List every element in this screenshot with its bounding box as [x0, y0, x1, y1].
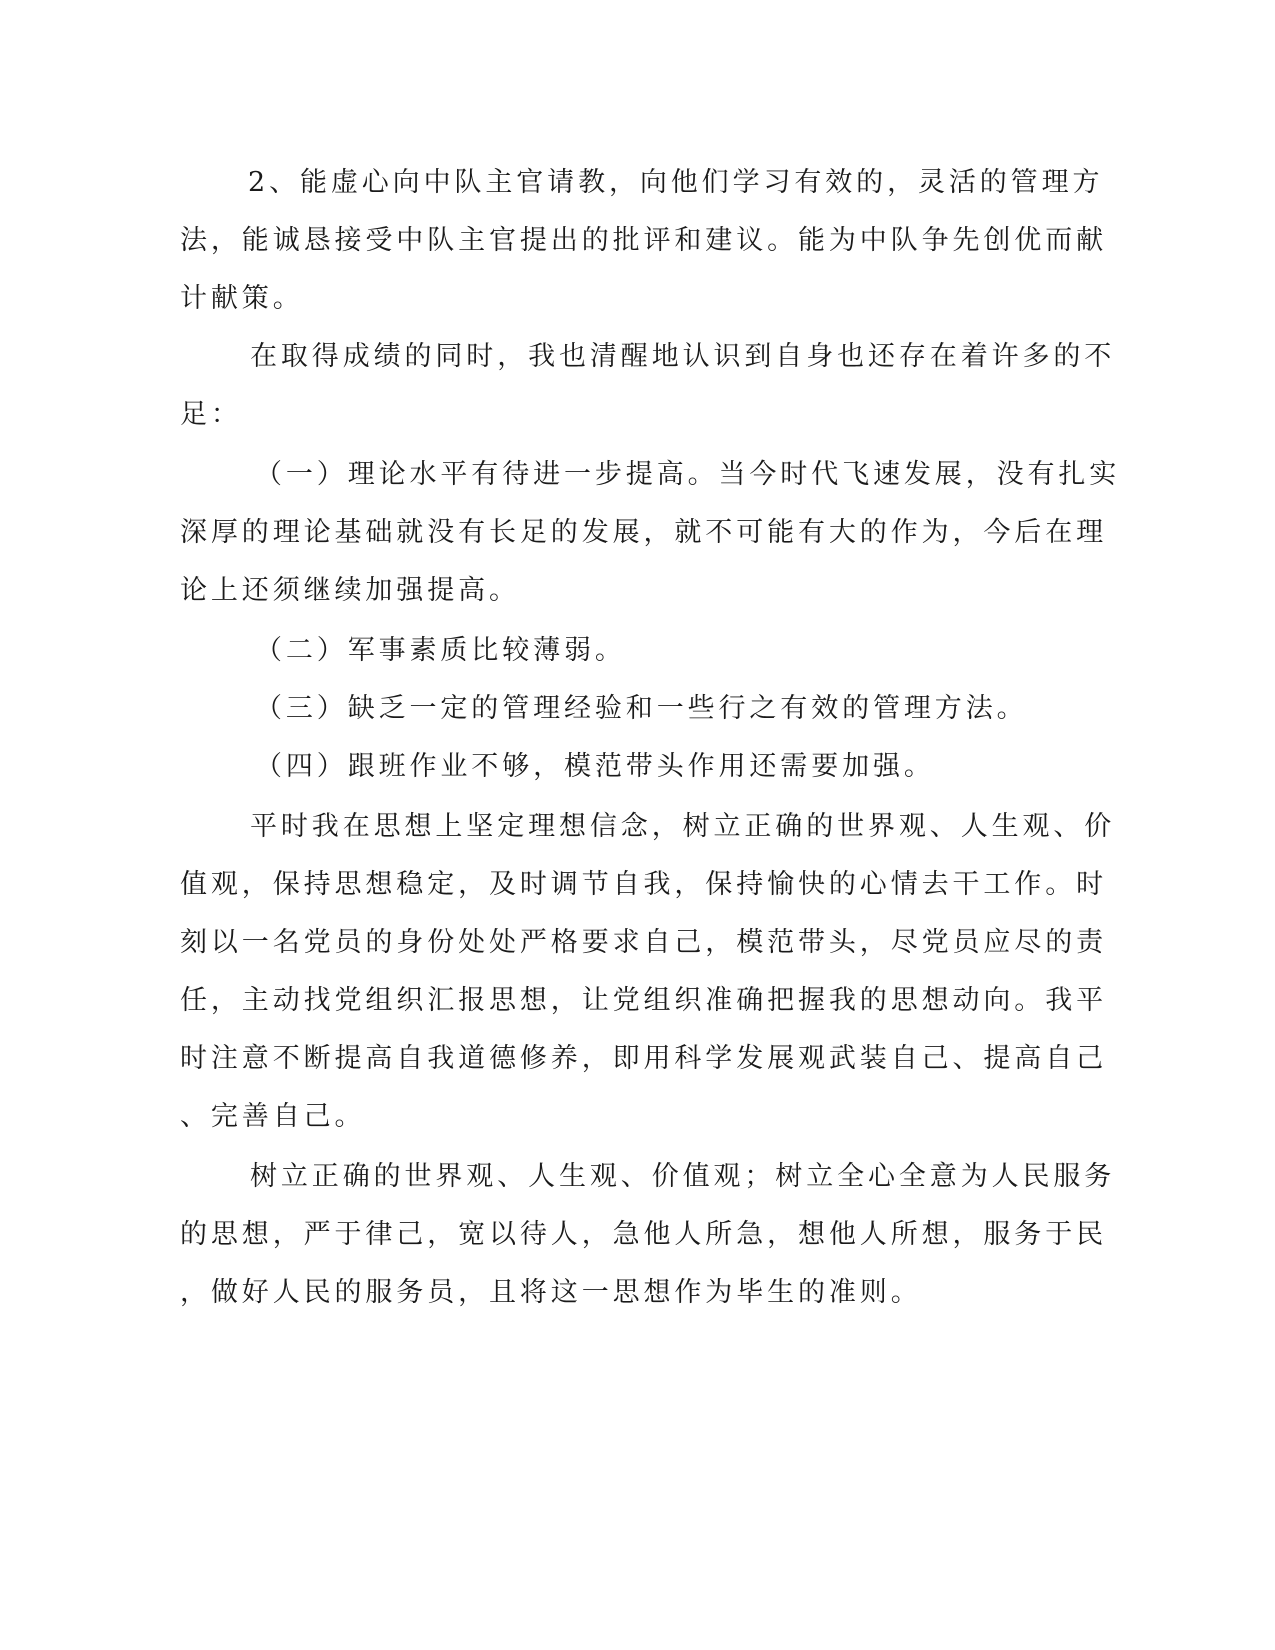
text-line: 法，能诚恳接受中队主官提出的批评和建议。能为中队争先创优而献	[180, 225, 1107, 256]
text-line: 刻以一名党员的身份处处严格要求自己，模范带头，尽党员应尽的责	[180, 927, 1107, 958]
text-line: 树立正确的世界观、人生观、价值观；树立全心全意为人民服务	[250, 1161, 1116, 1192]
text-line: 值观，保持思想稳定，及时调节自我，保持愉快的心情去干工作。时	[180, 869, 1107, 900]
text-line: 任，主动找党组织汇报思想，让党组织准确把握我的思想动向。我平	[180, 985, 1107, 1016]
text-line: 计献策。	[180, 283, 304, 314]
text-line: 的思想，严于律己，宽以待人，急他人所急，想他人所想，服务于民	[180, 1219, 1107, 1250]
text-line: （三）缺乏一定的管理经验和一些行之有效的管理方法。	[255, 693, 1028, 724]
text-line: ，做好人民的服务员，且将这一思想作为毕生的准则。	[180, 1277, 922, 1308]
text-line: （一）理论水平有待进一步提高。当今时代飞速发展，没有扎实	[255, 459, 1121, 490]
text-line: （二）军事素质比较薄弱。	[255, 635, 626, 666]
text-line: （四）跟班作业不够，模范带头作用还需要加强。	[255, 751, 935, 782]
text-line: 足：	[180, 399, 242, 430]
text-line: 2、能虚心向中队主官请教，向他们学习有效的，灵活的管理方	[248, 167, 1104, 198]
text-line: 在取得成绩的同时，我也清醒地认识到自身也还存在着许多的不	[250, 341, 1116, 372]
text-line: 论上还须继续加强提高。	[180, 575, 520, 606]
text-line: 时注意不断提高自我道德修养，即用科学发展观武装自己、提高自己	[180, 1043, 1107, 1074]
text-line: 平时我在思想上坚定理想信念，树立正确的世界观、人生观、价	[250, 811, 1116, 842]
text-line: 、完善自己。	[180, 1101, 366, 1132]
text-line: 深厚的理论基础就没有长足的发展，就不可能有大的作为，今后在理	[180, 517, 1107, 548]
